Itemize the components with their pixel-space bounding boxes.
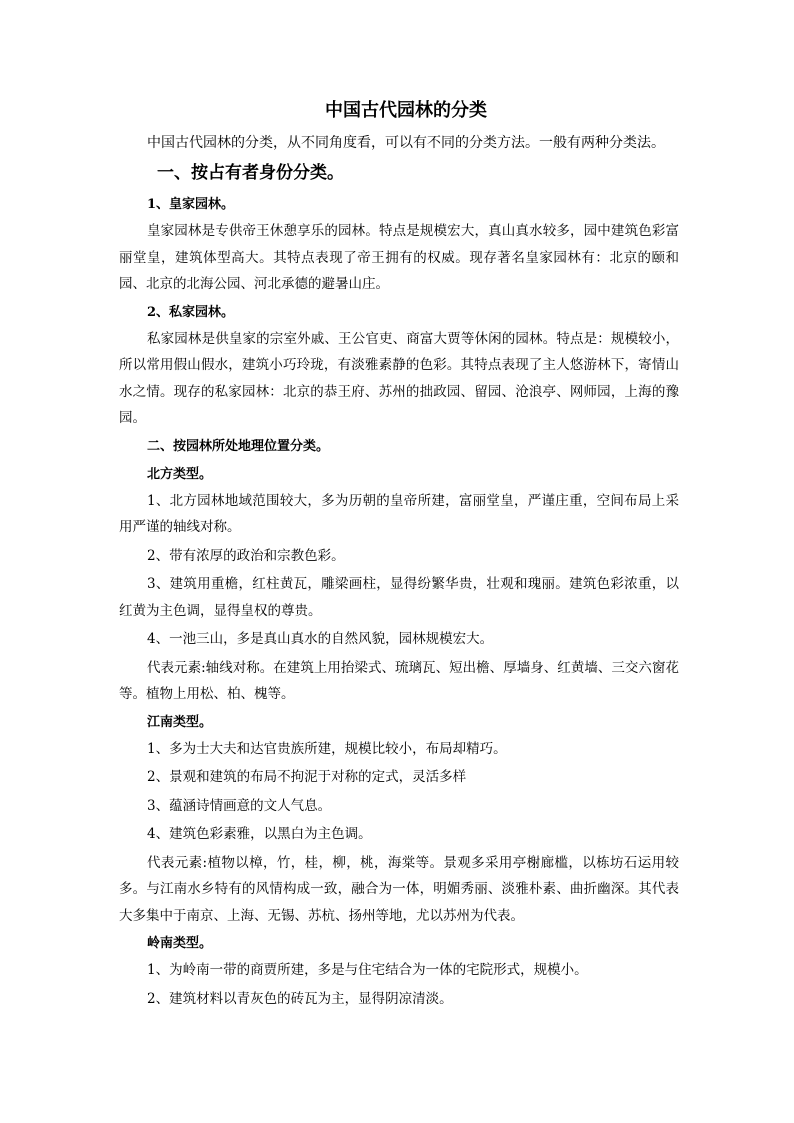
section1-heading: 一、按占有者身份分类。: [157, 163, 344, 183]
jiangnan-type-heading: 江南类型。: [147, 714, 213, 730]
north-representative-elements: 代表元素:轴线对称。在建筑上用抬梁式、琉璃瓦、短出檐、厚墙身、红黄墙、三交六窗花等。植物上用松、柏、槐等。: [119, 659, 679, 702]
jiangnan-item-1: 1、多为士大夫和达官贵族所建，规模比较小，布局却精巧。: [147, 740, 507, 757]
section2-heading: 二、按园林所处地理位置分类。: [147, 438, 330, 454]
document-title: 中国古代园林的分类: [325, 100, 487, 121]
north-item-1: 1、北方园林地域范围较大，多为历朝的皇帝所建，富丽堂皇，严谨庄重，空间布局上采用严谨的轴线对称。: [119, 492, 679, 535]
private-garden-text: 私家园林是供皇家的宗室外戚、王公官吏、商富大贾等休闲的园林。特点是：规模较小，所以常用假山假水，建筑小巧玲珑，有淡雅素静的色彩。其特点表现了主人悠游林下，寄情山水之情。现存的私家园林：北京的恭王府、苏州的拙政园、留园、沧浪亭、网师园，上海的豫园。: [119, 330, 679, 426]
royal-garden-text: 皇家园林是专供帝王休憩享乐的园林。特点是规模宏大，真山真水较多，园中建筑色彩富丽堂皇，建筑体型高大。其特点表现了帝王拥有的权威。现存著名皇家园林有：北京的颐和园、北京的北海公园、河北承德的避暑山庄。: [119, 223, 679, 292]
north-item-3: 3、建筑用重檐，红柱黄瓦，雕梁画柱，显得纷繁华贵，壮观和瑰丽。建筑色彩浓重，以红黄为主色调，显得皇权的尊贵。: [119, 576, 679, 619]
jiangnan-item-4: 4、建筑色彩素雅，以黑白为主色调。: [147, 826, 372, 842]
document-body: [119, 98, 679, 1014]
north-item-4: 4、一池三山，多是真山真水的自然风貌，园林规模宏大。: [147, 631, 494, 647]
jiangnan-item-3: 3、蕴涵诗情画意的文人气息。: [147, 797, 332, 814]
lingnan-item-1: 1、为岭南一带的商贾所建，多是与住宅结合为一体的宅院形式，规模小。: [147, 962, 588, 978]
intro-paragraph: 中国古代园林的分类，从不同角度看，可以有不同的分类方法。一般有两种分类法。: [147, 135, 665, 151]
private-garden-heading: 2、私家园林。: [147, 304, 235, 320]
jiangnan-item-2: 2、景观和建筑的布局不拘泥于对称的定式，灵活多样: [147, 769, 467, 785]
lingnan-item-2: 2、建筑材料以青灰色的砖瓦为主，显得阴凉清淡。: [147, 990, 453, 1007]
north-item-2: 2、带有浓厚的政治和宗教色彩。: [147, 547, 345, 564]
north-type-heading: 北方类型。: [147, 466, 213, 482]
jiangnan-representative-elements: 代表元素:植物以樟，竹，桂，柳，桃，海棠等。景观多采用亭榭廊槛，以栋坊石运用较多。与江南水乡特有的风情构成一致，融合为一体，明媚秀丽、淡雅朴素、曲折幽深。其代表大多集中于南京、上海、无锡、苏杭、扬州等地，尤以苏州为代表。: [119, 854, 679, 924]
lingnan-type-heading: 岭南类型。: [147, 936, 213, 951]
royal-garden-heading: 1、皇家园林。: [147, 197, 235, 212]
